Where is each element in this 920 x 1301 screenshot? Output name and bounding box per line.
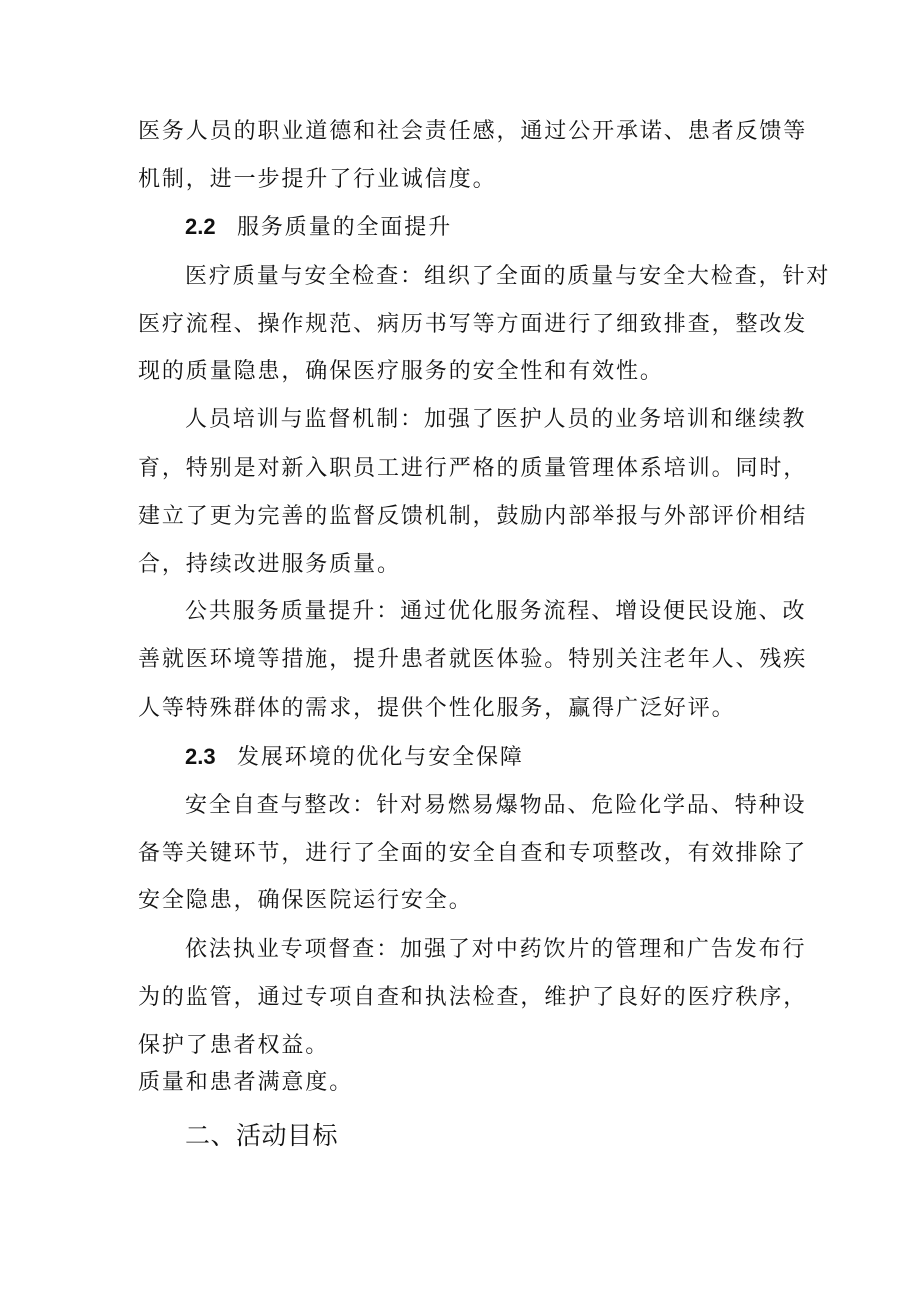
paragraph-line: 机制，进一步提升了行业诚信度。 — [138, 167, 497, 192]
paragraph-line: 善就医环境等措施，提升患者就医体验。特别关注老年人、残疾 — [138, 647, 808, 672]
paragraph-line: 为的监管，通过专项自查和执法检查，维护了良好的医疗秩序， — [138, 985, 808, 1010]
section-heading-2-3 — [185, 742, 524, 773]
paragraph-line: 建立了更为完善的监督反馈机制，鼓励内部举报与外部评价相结 — [138, 504, 808, 529]
paragraph-line: 医务人员的职业道德和社会责任感，通过公开承诺、患者反馈等 — [138, 119, 808, 144]
paragraph-line: 人等特殊群体的需求，提供个性化服务，赢得广泛好评。 — [138, 696, 736, 721]
paragraph-line: 现的质量隐患，确保医疗服务的安全性和有效性。 — [138, 359, 664, 384]
section-heading-2-2 — [185, 212, 452, 243]
paragraph-line: 人员培训与监督机制：加强了医护人员的业务培训和继续教 — [185, 407, 807, 432]
paragraph-line: 保护了患者权益。 — [138, 1033, 330, 1058]
section-number: 2.3 — [185, 744, 216, 769]
paragraph-line: 安全自查与整改：针对易燃易爆物品、危险化学品、特种设 — [185, 793, 807, 818]
paragraph-line: 医疗流程、操作规范、病历书写等方面进行了细致排查，整改发 — [138, 312, 808, 337]
paragraph-line: 医疗质量与安全检查：组织了全面的质量与安全大检查，针对 — [185, 264, 831, 289]
paragraph-line: 质量和患者满意度。 — [138, 1070, 354, 1095]
section-number: 2.2 — [185, 214, 216, 239]
paragraph-line: 安全隐患，确保医院运行安全。 — [138, 888, 473, 913]
section-title: 服务质量的全面提升 — [237, 215, 453, 240]
chapter-title: 二、活动目标 — [185, 1121, 339, 1150]
paragraph-line: 备等关键环节，进行了全面的安全自查和专项整改，有效排除了 — [138, 841, 808, 866]
paragraph-line: 育，特别是对新入职员工进行严格的质量管理体系培训。同时， — [138, 456, 808, 481]
section-title: 发展环境的优化与安全保障 — [237, 745, 524, 770]
paragraph-line: 公共服务质量提升：通过优化服务流程、增设便民设施、改 — [185, 599, 807, 624]
paragraph-line: 合，持续改进服务质量。 — [138, 552, 401, 577]
paragraph-line: 依法执业专项督查：加强了对中药饮片的管理和广告发布行 — [185, 937, 807, 962]
